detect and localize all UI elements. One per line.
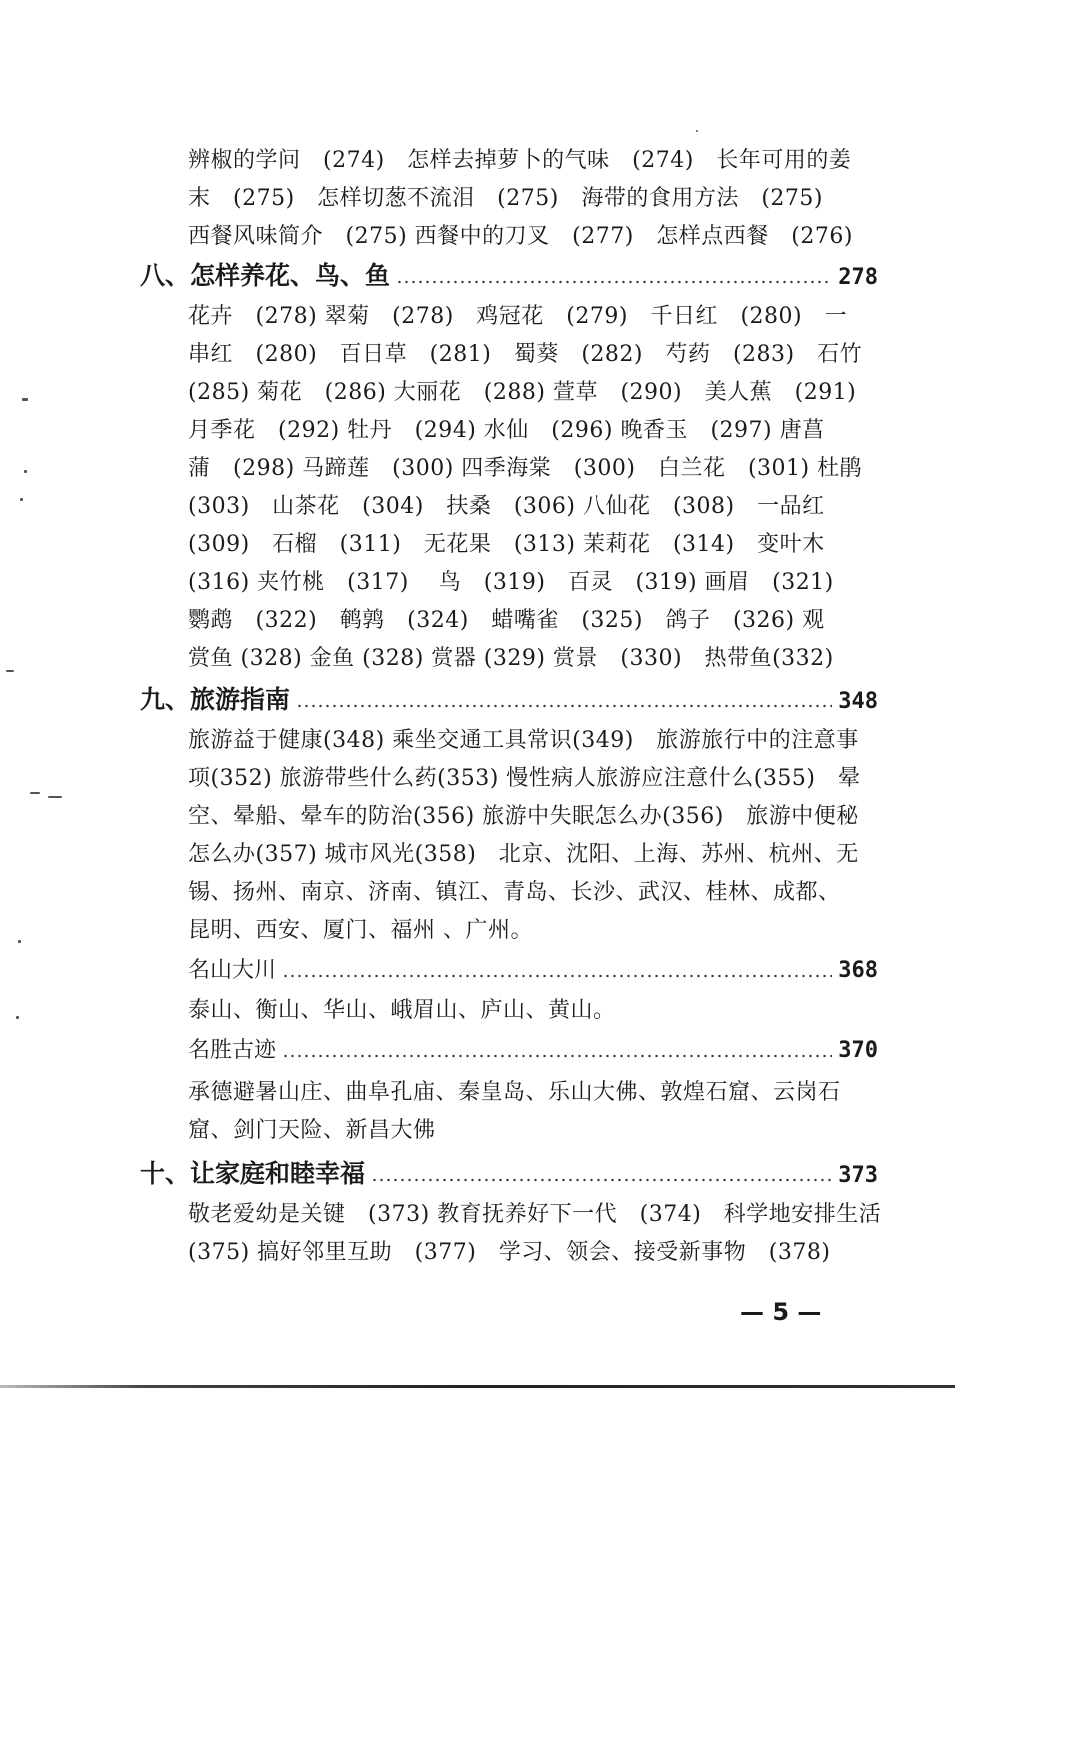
toc-line: 鹦鹉 (322) 鹌鹑 (324) 蜡嘴雀 (325) 鸽子 (326) 观 bbox=[188, 608, 825, 633]
page-number: — 5 — bbox=[740, 1298, 822, 1326]
scan-speck bbox=[24, 470, 27, 473]
section-title: 九、旅游指南 bbox=[140, 685, 291, 714]
subsection-title: 名胜古迹 bbox=[188, 1038, 277, 1063]
subsection-heading bbox=[188, 956, 878, 986]
toc-line: 项(352) 旅游带些什么药(353) 慢性病人旅游应注意什么(355) 晕 bbox=[188, 766, 861, 791]
toc-line: 窟、剑门天险、新昌大佛 bbox=[188, 1118, 436, 1143]
toc-line: 蒲 (298) 马蹄莲 (300) 四季海棠 (300) 白兰花 (301) 杜鹃 bbox=[188, 456, 863, 481]
scan-speck bbox=[18, 940, 21, 943]
toc-line: 旅游益于健康(348) 乘坐交通工具常识(349) 旅游旅行中的注意事 bbox=[188, 728, 859, 753]
leader-dots bbox=[296, 704, 832, 708]
scan-speck bbox=[30, 792, 40, 794]
leader-dots bbox=[371, 1178, 832, 1182]
leader-dots bbox=[396, 280, 832, 284]
subsection-title: 名山大川 bbox=[188, 958, 277, 983]
section-page-number: 373 bbox=[838, 1163, 878, 1188]
scan-speck bbox=[48, 796, 62, 798]
toc-line: 月季花 (292) 牡丹 (294) 水仙 (296) 晚香玉 (297) 唐菖 bbox=[188, 418, 825, 443]
toc-line: (316) 夹竹桃 (317) 鸟 (319) 百灵 (319) 画眉 (321) bbox=[188, 570, 834, 595]
bottom-rule bbox=[0, 1385, 955, 1388]
section-heading-10 bbox=[140, 1158, 878, 1192]
toc-line: 泰山、衡山、华山、峨眉山、庐山、黄山。 bbox=[188, 998, 616, 1023]
toc-line: (309) 石榴 (311) 无花果 (313) 茉莉花 (314) 变叶木 bbox=[188, 532, 825, 557]
section-heading-9 bbox=[140, 684, 878, 718]
scan-speck bbox=[16, 1016, 19, 1019]
section-title: 十、让家庭和睦幸福 bbox=[140, 1159, 366, 1188]
toc-line: 锡、扬州、南京、济南、镇江、青岛、长沙、武汉、桂林、成都、 bbox=[188, 880, 841, 905]
section-title: 八、怎样养花、鸟、鱼 bbox=[140, 261, 391, 290]
scan-speck bbox=[6, 670, 14, 672]
toc-line: 西餐风味简介 (275) 西餐中的刀叉 (277) 怎样点西餐 (276) bbox=[188, 224, 853, 249]
subsection-page-number: 370 bbox=[838, 1038, 878, 1063]
scan-speck bbox=[696, 130, 698, 132]
toc-line: (303) 山茶花 (304) 扶桑 (306) 八仙花 (308) 一品红 bbox=[188, 494, 825, 519]
section-heading-8 bbox=[140, 260, 878, 294]
toc-line: 怎么办(357) 城市风光(358) 北京、沈阳、上海、苏州、杭州、无 bbox=[188, 842, 859, 867]
toc-line: (375) 搞好邻里互助 (377) 学习、领会、接受新事物 (378) bbox=[188, 1240, 831, 1265]
leader-dots bbox=[282, 974, 832, 978]
subsection-page-number: 368 bbox=[838, 958, 878, 983]
toc-line: 花卉 (278) 翠菊 (278) 鸡冠花 (279) 千日红 (280) 一 bbox=[188, 304, 848, 329]
scan-speck bbox=[22, 398, 28, 401]
toc-line: 敬老爱幼是关键 (373) 教育抚养好下一代 (374) 科学地安排生活 bbox=[188, 1202, 882, 1227]
scan-speck bbox=[20, 498, 23, 501]
section-page-number: 278 bbox=[838, 265, 878, 290]
toc-line: 承德避暑山庄、曲阜孔庙、秦皇岛、乐山大佛、敦煌石窟、云岗石 bbox=[188, 1080, 841, 1105]
leader-dots bbox=[282, 1054, 832, 1058]
toc-line: 辨椒的学问 (274) 怎样去掉萝卜的气味 (274) 长年可用的姜 bbox=[188, 148, 852, 173]
subsection-heading bbox=[188, 1036, 878, 1066]
toc-line: 昆明、西安、厦门、福州 、广州。 bbox=[188, 918, 533, 943]
section-page-number: 348 bbox=[838, 689, 878, 714]
toc-line: 末 (275) 怎样切葱不流泪 (275) 海带的食用方法 (275) bbox=[188, 186, 823, 211]
toc-line: 串红 (280) 百日草 (281) 蜀葵 (282) 芍药 (283) 石竹 bbox=[188, 342, 863, 367]
toc-line: 空、晕船、晕车的防治(356) 旅游中失眠怎么办(356) 旅游中便秘 bbox=[188, 804, 859, 829]
toc-line: 赏鱼 (328) 金鱼 (328) 赏器 (329) 赏景 (330) 热带鱼(332) bbox=[188, 646, 834, 671]
toc-line: (285) 菊花 (286) 大丽花 (288) 萱草 (290) 美人蕉 (291) bbox=[188, 380, 857, 405]
